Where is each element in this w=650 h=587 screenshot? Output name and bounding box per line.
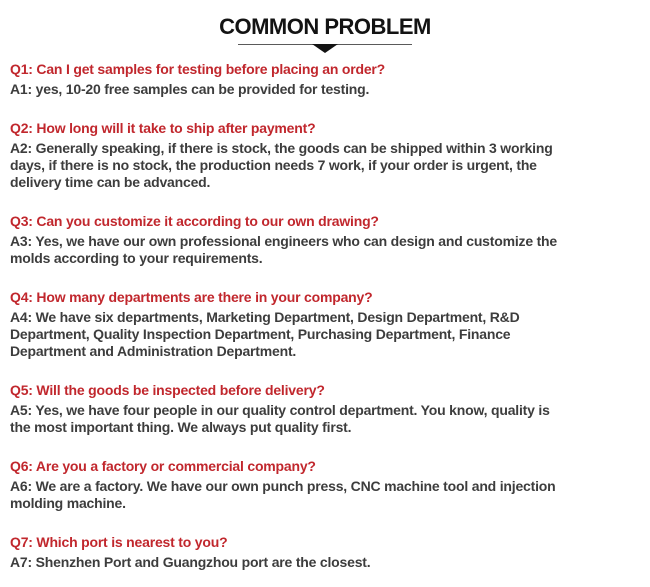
answer-line: A5: Yes, we have four people in our quality control department. You know, quality is	[10, 402, 550, 418]
answer-line: A2: Generally speaking, if there is stock, the goods can be shipped within 3 working	[10, 140, 553, 156]
answer-line: A3: Yes, we have our own professional engineers who can design and customize the	[10, 233, 557, 249]
section-title: COMMON PROBLEM	[219, 14, 431, 39]
down-triangle-icon	[312, 44, 338, 53]
qa-item-1	[10, 61, 640, 98]
question-text: Q4: How many departments are there in your company?	[10, 289, 373, 305]
title-underline	[238, 44, 412, 45]
question-text: Q5: Will the goods be inspected before delivery?	[10, 382, 325, 398]
answer-line: the most important thing. We always put quality first.	[10, 419, 352, 435]
answer-line: days, if there is no stock, the production needs 7 work, if your order is urgent, the	[10, 157, 537, 173]
answer-line: A7: Shenzhen Port and Guangzhou port are the closest.	[10, 554, 371, 570]
section-header	[0, 14, 650, 45]
question-text: Q6: Are you a factory or commercial company?	[10, 458, 316, 474]
question-text: Q3: Can you customize it according to our own drawing?	[10, 213, 379, 229]
qa-item-6	[10, 458, 640, 512]
answer-line: A6: We are a factory. We have our own punch press, CNC machine tool and injection	[10, 478, 556, 494]
answer-line: A4: We have six departments, Marketing Department, Design Department, R&D	[10, 309, 520, 325]
answer-line: molding machine.	[10, 495, 126, 511]
answer-line: A1: yes, 10-20 free samples can be provided for testing.	[10, 81, 370, 97]
question-text: Q7: Which port is nearest to you?	[10, 534, 228, 550]
answer-line: Department and Administration Department.	[10, 343, 297, 359]
answer-line: Department, Quality Inspection Department, Purchasing Department, Finance	[10, 326, 511, 342]
answer-line: delivery time can be advanced.	[10, 174, 211, 190]
qa-item-3	[10, 213, 640, 267]
qa-item-5	[10, 382, 640, 436]
faq-list	[0, 61, 650, 571]
qa-item-7	[10, 534, 640, 571]
question-text: Q2: How long will it take to ship after payment?	[10, 120, 316, 136]
question-text: Q1: Can I get samples for testing before placing an order?	[10, 61, 386, 77]
qa-item-4	[10, 289, 640, 360]
answer-line: molds according to your requirements.	[10, 250, 263, 266]
qa-item-2	[10, 120, 640, 191]
